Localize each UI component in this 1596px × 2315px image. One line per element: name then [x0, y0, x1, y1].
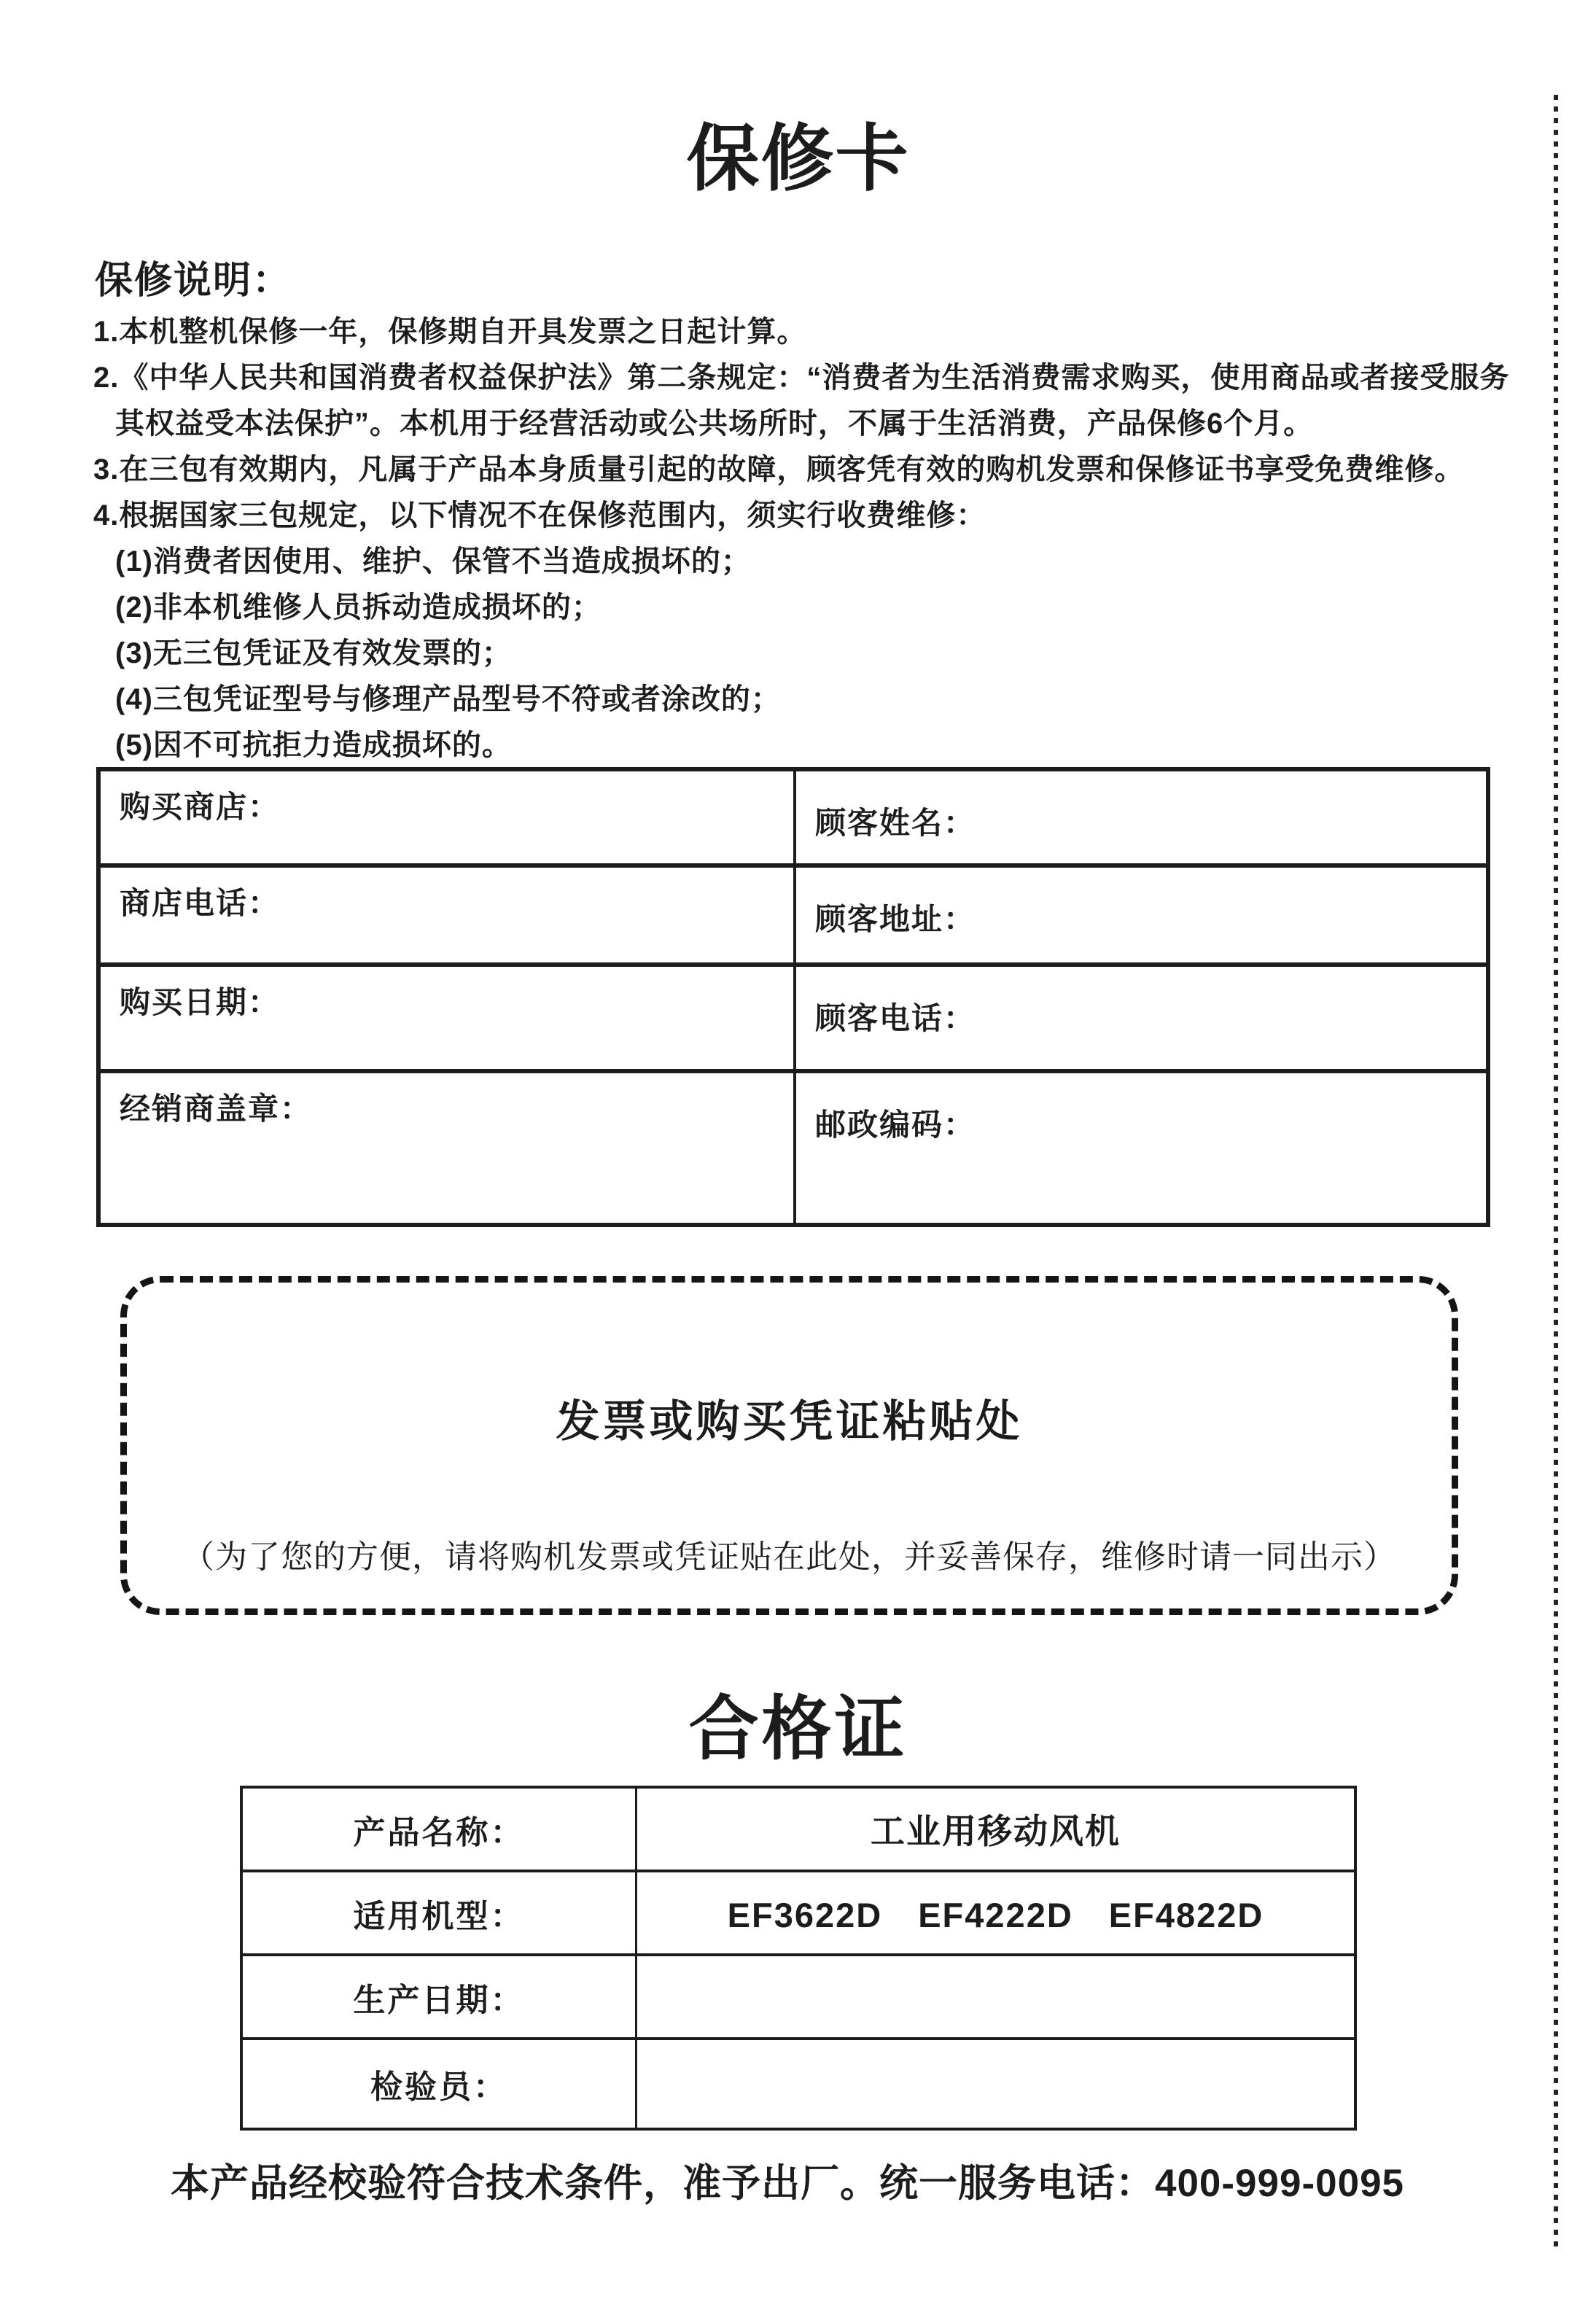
store-phone-label: 商店电话：	[120, 886, 281, 920]
warranty-notes-heading: 保修说明：	[95, 260, 292, 302]
certificate-footer-text: 本产品经校验符合技术条件，准予出厂。统一服务电话：400-999-0095	[170, 2162, 1405, 2205]
warranty-line: 1.本机整机保修一年，保修期自开具发票之日起计算。	[93, 316, 807, 348]
warranty-line: (1)消费者因使用、维护、保管不当造成损坏的；	[115, 545, 751, 577]
warranty-line: 4.根据国家三包规定，以下情况不在保修范围内，须实行收费维修：	[93, 499, 986, 532]
customer-address-label: 顾客地址：	[793, 868, 1486, 962]
postal-code-label: 邮政编码：	[793, 1073, 1486, 1223]
warranty-line: 2.《中华人民共和国消费者权益保护法》第二条规定：“消费者为生活消费需求购买，使用商品或者接受服务	[93, 362, 1510, 394]
dealer-stamp-label: 经销商盖章：	[120, 1092, 313, 1126]
production-date-label: 生产日期：	[353, 1982, 525, 2018]
customer-name-label: 顾客姓名：	[793, 771, 1486, 863]
table-row	[243, 1869, 1354, 1953]
table-row	[101, 863, 1486, 962]
invoice-paste-note: （为了您的方便，请将购机发票或凭证贴在此处，并妥善保存，维修时请一同出示）	[182, 1539, 1396, 1575]
warranty-line: (5)因不可抗拒力造成损坏的。	[115, 729, 512, 761]
warranty-line: 其权益受本法保护”。本机用于经营活动或公共场所时，不属于生活消费，产品保修6个月。	[115, 408, 1314, 440]
table-row	[243, 2037, 1354, 2128]
purchase-store-label: 购买商店：	[120, 790, 281, 824]
table-row	[243, 1953, 1354, 2037]
table-row	[101, 1069, 1486, 1223]
warranty-notes-list	[93, 309, 1522, 769]
warranty-line: (4)三包凭证型号与修理产品型号不符或者涂改的；	[115, 683, 781, 715]
table-row	[101, 771, 1486, 863]
product-name-label: 产品名称：	[353, 1814, 525, 1851]
purchase-date-label: 购买日期：	[120, 985, 281, 1019]
customer-phone-label: 顾客电话：	[793, 967, 1486, 1069]
purchase-info-table	[96, 767, 1490, 1227]
invoice-paste-title: 发票或购买凭证粘贴处	[556, 1397, 1023, 1446]
page-title: 保修卡	[686, 118, 910, 200]
certificate-table	[240, 1786, 1357, 2131]
inspector-label: 检验员：	[370, 2069, 507, 2105]
table-row	[101, 962, 1486, 1069]
product-name-value: 工业用移动风机	[635, 1789, 1354, 1869]
applicable-models-label: 适用机型：	[353, 1898, 525, 1934]
warranty-line: (2)非本机维修人员拆动造成损坏的；	[115, 591, 602, 623]
applicable-models-value: EF3622D EF4222D EF4822D	[635, 1872, 1354, 1953]
invoice-paste-area	[120, 1276, 1458, 1615]
fold-cut-dotted-line	[1554, 95, 1558, 2253]
inspector-value	[635, 2040, 1354, 2128]
table-row	[243, 1789, 1354, 1869]
certificate-title: 合格证	[688, 1690, 908, 1768]
production-date-value	[635, 1956, 1354, 2037]
warranty-line: 3.在三包有效期内，凡属于产品本身质量引起的故障，顾客凭有效的购机发票和保修证书享受免费维修。	[93, 454, 1465, 486]
warranty-line: (3)无三包凭证及有效发票的；	[115, 637, 512, 669]
